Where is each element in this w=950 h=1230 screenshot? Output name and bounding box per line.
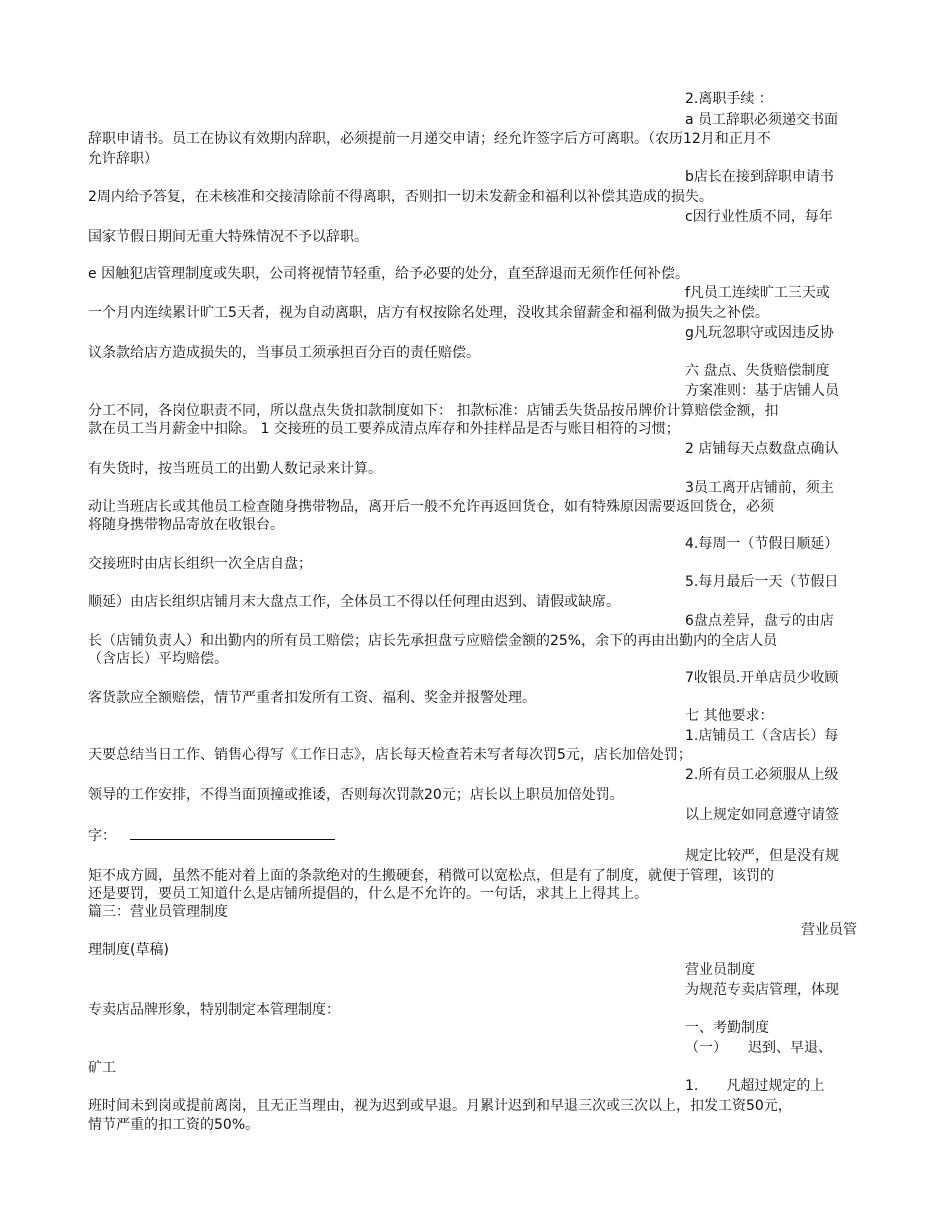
signature-blank <box>130 826 335 840</box>
text-line: 长（店铺负责人）和出勤内的所有员工赔偿；店长先承担盘亏应赔偿金额的25%，余下的再由出勤内的全店人员 <box>88 633 778 649</box>
text-line: 分工不同，各岗位职责不同，所以盘点失货扣款制度如下： 扣款标准：店铺丢失货品按吊牌价计算赔偿金额，扣 <box>88 403 779 419</box>
text-line: 辞职申请书。员工在协议有效期内辞职，必须提前一月递交申请；经允许签字后方可离职。（农历12月和正月不 <box>88 131 771 147</box>
text-line: 4.每周一（节假日顺延） <box>685 536 839 552</box>
text-line: 客货款应全额赔偿，情节严重者扣发所有工资、福利、奖金并报警处理。 <box>88 690 536 706</box>
text-line: 领导的工作安排，不得当面顶撞或推诿，否则每次罚款20元；店长以上职员加倍处罚。 <box>88 787 624 803</box>
text-line: 1.店铺员工（含店长）每 <box>685 728 839 744</box>
chapter-title: 篇三：营业员管理制度 <box>88 904 228 920</box>
signature-line <box>88 826 335 845</box>
text-line: 动让当班店长或其他员工检查随身携带物品，离开后一般不允许再返回货仓，如有特殊原因需要返回货仓，必须 <box>88 499 774 515</box>
text-line: （含店长）平均赔偿。 <box>88 651 228 667</box>
text-line: g凡玩忽职守或因违反协 <box>685 325 834 341</box>
text-line: a 员工辞职必须递交书面 <box>685 112 839 128</box>
text-line: 一个月内连续累计旷工5天者，视为自动离职，店方有权按除名处理，没收其余留薪金和福利做为损失之补偿。 <box>88 305 769 321</box>
text-line: 情节严重的扣工资的50%。 <box>88 1117 260 1133</box>
section-heading: 七 其他要求： <box>685 708 774 724</box>
text-line: 还是要罚，要员工知道什么是店铺所提倡的，什么是不允许的。一句话，求其上上得其上。 <box>88 886 648 902</box>
text-line: 将随身携带物品寄放在收银台。 <box>88 517 284 533</box>
text-line: 矿工 <box>88 1060 116 1076</box>
text-line: 3员工离开店铺前，须主 <box>685 480 834 496</box>
text-line: 5.每月最后一天（节假日 <box>685 574 839 590</box>
text-line: 班时间未到岗或提前离岗，且无正当理由，视为迟到或早退。月累计迟到和早退三次或三次以上，扣发工资50元， <box>88 1098 792 1114</box>
text-line: 天要总结当日工作、销售心得写《工作日志》，店长每天检查若未写者每次罚5元，店长加倍处罚； <box>88 747 692 763</box>
text-line: 营业员管 <box>801 922 857 938</box>
text-line: c因行业性质不同，每年 <box>685 209 833 225</box>
text-line: 方案准则：基于店铺人员 <box>685 383 839 399</box>
text-line: 以上规定如同意遵守请签 <box>685 807 839 823</box>
text-line: 允许辞职） <box>88 151 158 167</box>
text-line: 营业员制度 <box>685 962 755 978</box>
text-line: 国家节假日期间无重大特殊情况不予以辞职。 <box>88 229 368 245</box>
text-line: 交接班时由店长组织一次全店自盘； <box>88 556 312 572</box>
text-line: 为规范专卖店管理，体现 <box>685 982 839 998</box>
text-line: b店长在接到辞职申请书 <box>685 169 834 185</box>
text-line: 有失货时，按当班员工的出勤人数记录来计算。 <box>88 461 382 477</box>
text-line: 2周内给予答复，在未核准和交接清除前不得离职，否则扣一切未发薪金和福利以补偿其造成的损失。 <box>88 189 713 205</box>
text-line: 款在员工当月薪金中扣除。 1 交接班的员工要养成清点库存和外挂样品是否与账目相符的习惯； <box>88 421 680 437</box>
signature-label: 字： <box>88 828 116 844</box>
text-line: 6盘点差异，盘亏的由店 <box>685 613 834 629</box>
text-line: 顺延）由店长组织店铺月末大盘点工作，全体员工不得以任何理由迟到、请假或缺席。 <box>88 594 620 610</box>
text-line: 矩不成方圆，虽然不能对着上面的条款绝对的生搬硬套，稍微可以宽松点，但是有了制度，就便于管理，该罚的 <box>88 868 774 884</box>
text-line: 理制度(草稿) <box>88 942 169 958</box>
text-line: 议条款给店方造成损失的，当事员工须承担百分百的责任赔偿。 <box>88 345 480 361</box>
text-line: 专卖店品牌形象，特别制定本管理制度： <box>88 1002 340 1018</box>
text-line: e 因触犯店管理制度或失职，公司将视情节轻重，给予必要的处分，直至辞退而无须作任何补偿。 <box>88 266 690 282</box>
section-heading: 一、考勤制度 <box>685 1020 769 1036</box>
text-line: （一） 迟到、早退、 <box>685 1040 832 1056</box>
text-line: 2 店铺每天点数盘点确认 <box>685 441 839 457</box>
text-line: f凡员工连续旷工三天或 <box>685 285 830 301</box>
text-line: 2.离职手续 ： <box>685 91 773 107</box>
text-line: 规定比较严，但是没有规 <box>685 848 839 864</box>
text-line: 1. 凡超过规定的上 <box>685 1078 825 1094</box>
section-heading: 六 盘点、失货赔偿制度 <box>685 363 830 379</box>
text-line: 7收银员.开单店员少收顾 <box>685 670 839 686</box>
text-line: 2.所有员工必须服从上级 <box>685 767 839 783</box>
